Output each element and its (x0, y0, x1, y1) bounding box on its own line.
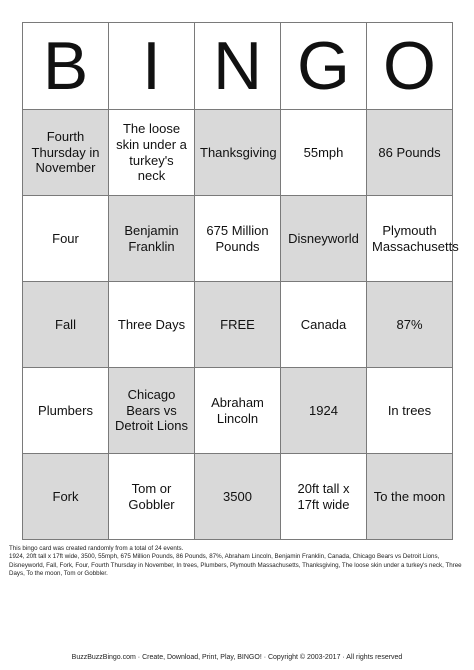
bingo-cell: 675 Million Pounds (195, 196, 281, 282)
bingo-cell: Plumbers (23, 368, 109, 454)
header-letter-b: B (23, 23, 109, 110)
header-letter-i: I (109, 23, 195, 110)
generation-note (9, 545, 467, 579)
bingo-cell: Chicago Bears vs Detroit Lions (109, 368, 195, 454)
bingo-cell: Thanksgiving (195, 110, 281, 196)
bingo-cell: Tom or Gobbler (109, 454, 195, 540)
bingo-cell: Three Days (109, 282, 195, 368)
bingo-card (22, 22, 459, 540)
bingo-cell: The loose skin under a turkey's neck (109, 110, 195, 196)
bingo-cell: 55mph (281, 110, 367, 196)
bingo-cell: Canada (281, 282, 367, 368)
bingo-cell: 20ft tall x 17ft wide (281, 454, 367, 540)
bingo-cell-free: FREE (195, 282, 281, 368)
bingo-cell: Fourth Thursday in November (23, 110, 109, 196)
bingo-cell: Fork (23, 454, 109, 540)
bingo-cell: Benjamin Franklin (109, 196, 195, 282)
bingo-row-2 (23, 196, 453, 282)
bingo-cell: 3500 (195, 454, 281, 540)
header-letter-g: G (281, 23, 367, 110)
bingo-cell: To the moon (367, 454, 453, 540)
bingo-cell: 1924 (281, 368, 367, 454)
generation-note-summary: This bingo card was created randomly from a total of 24 events. (9, 545, 184, 552)
bingo-row-4 (23, 368, 453, 454)
header-letter-n: N (195, 23, 281, 110)
bingo-cell: Plymouth Massachusetts (367, 196, 453, 282)
bingo-cell: Four (23, 196, 109, 282)
bingo-row-3 (23, 282, 453, 368)
bingo-row-5 (23, 454, 453, 540)
bingo-header-row (23, 23, 453, 110)
bingo-cell: Disneyworld (281, 196, 367, 282)
bingo-cell: Fall (23, 282, 109, 368)
bingo-cell: 87% (367, 282, 453, 368)
bingo-row-1 (23, 110, 453, 196)
generation-note-events: 1924, 20ft tall x 17ft wide, 3500, 55mph, 675 Million Pounds, 86 Pounds, 87%, Abraham Lincoln, Benjamin Franklin, Canada, Chicago Bears vs Detroit Lions, Disneyworld, Fall, Fork, Four, Fourth Thursday in November, In trees, Plumbers, Plymouth Massachusetts, Thanksgiving, The loose skin under a turkey's neck, Three Days, To the moon, Tom or Gobbler. (9, 553, 462, 578)
bingo-cell: 86 Pounds (367, 110, 453, 196)
header-letter-o: O (367, 23, 453, 110)
page-footer: BuzzBuzzBingo.com · Create, Download, Print, Play, BINGO! · Copyright © 2003-2017 · All rights reserved (71, 654, 403, 661)
bingo-cell: Abraham Lincoln (195, 368, 281, 454)
bingo-cell: In trees (367, 368, 453, 454)
